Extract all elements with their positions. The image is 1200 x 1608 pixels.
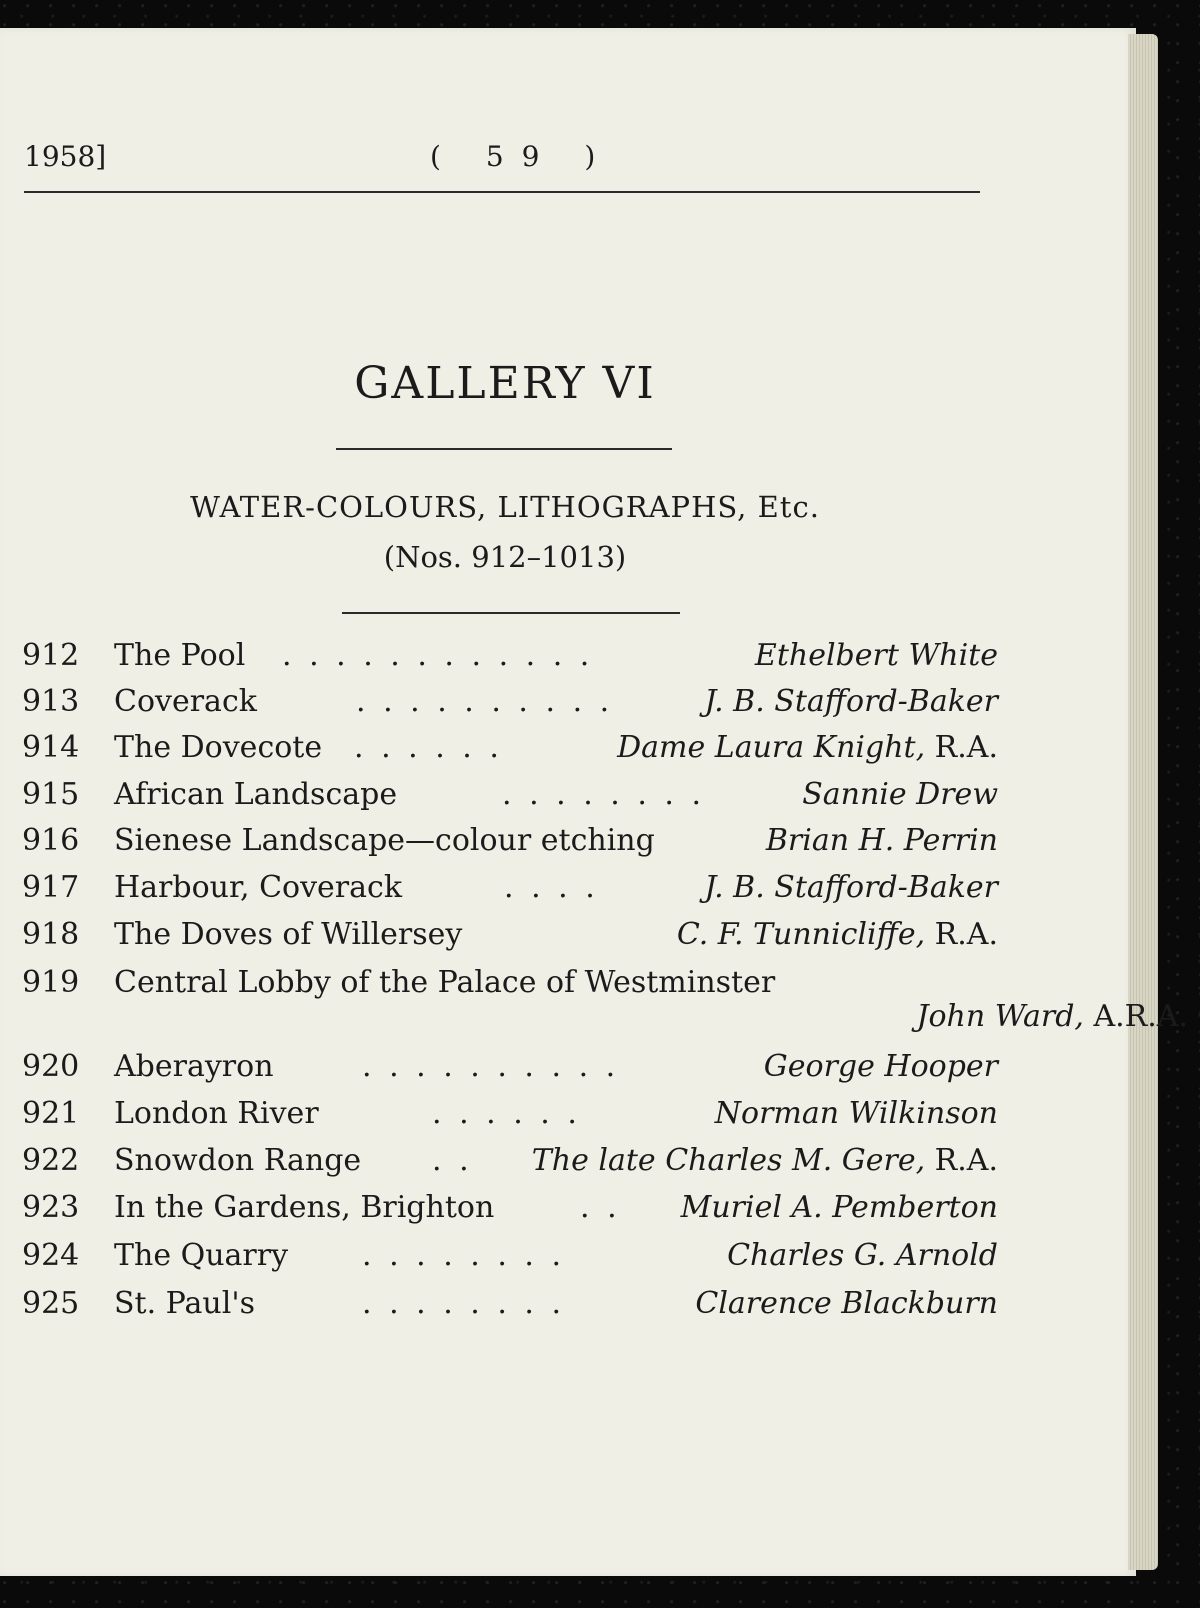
entry-title: The Doves of Willersey [114, 917, 463, 952]
catalogue-entry [0, 684, 1010, 728]
entry-artist: Norman Wilkinson [714, 1096, 998, 1131]
entry-artist: Brian H. Perrin [765, 823, 998, 858]
leader-dots: . . . . . . [432, 1096, 581, 1131]
entry-artist: The late Charles M. Gere, R.A. [531, 1143, 998, 1178]
leader-dots: . . . . . . . . [362, 1286, 566, 1321]
catalogue-entry [0, 1286, 1010, 1330]
entry-artist: Muriel A. Pemberton [680, 1190, 998, 1225]
entry-number: 914 [22, 730, 80, 765]
entry-title: The Dovecote [114, 730, 323, 765]
leader-dots: . . . . . . . . [362, 1238, 566, 1273]
header-page-number: ( 59 ) [430, 140, 614, 173]
entry-title: London River [114, 1096, 319, 1131]
entry-artist: Sannie Drew [802, 777, 998, 812]
entry-number: 925 [22, 1286, 80, 1321]
entry-artist: Dame Laura Knight, R.A. [617, 730, 998, 765]
entry-title: St. Paul's [114, 1286, 255, 1321]
entry-artist: Ethelbert White [754, 638, 998, 673]
catalogue-entry [0, 1049, 1010, 1093]
entry-number: 917 [22, 870, 80, 905]
leader-dots: . . [580, 1190, 621, 1225]
title-rule [336, 448, 672, 450]
entry-title: The Pool [114, 638, 246, 673]
header-year: 1958] [24, 140, 107, 173]
leader-dots: . . . . . . . . . . [356, 684, 614, 719]
catalogue-entry [0, 917, 1010, 961]
catalogue-entry [0, 1143, 1010, 1187]
entry-number: 913 [22, 684, 80, 719]
page-edges [1128, 34, 1158, 1570]
entry-artist: Clarence Blackburn [695, 1286, 998, 1321]
subtitle-rule [342, 612, 680, 614]
catalogue-entry [0, 965, 1010, 1009]
header-rule [24, 191, 980, 193]
entry-title: In the Gardens, Brighton [114, 1190, 495, 1225]
entry-number: 922 [22, 1143, 80, 1178]
entry-artist: Charles G. Arnold [727, 1238, 998, 1273]
entry-artist: John Ward, A.R.A. [916, 999, 1188, 1034]
entry-number: 920 [22, 1049, 80, 1084]
entry-number: 916 [22, 823, 80, 858]
entry-title: Snowdon Range [114, 1143, 362, 1178]
gallery-subtitle: WATER-COLOURS, LITHOGRAPHS, Etc. [190, 490, 820, 524]
entry-artist: C. F. Tunnicliffe, R.A. [676, 917, 998, 952]
entry-artist: J. B. Stafford-Baker [704, 684, 998, 719]
entry-artist: J. B. Stafford-Baker [704, 870, 998, 905]
catalogue-entry [0, 730, 1010, 774]
catalogue-entry [0, 823, 1010, 867]
entry-title: Harbour, Coverack [114, 870, 403, 905]
entry-number: 912 [22, 638, 80, 673]
leader-dots: . . . . . . . . . . [362, 1049, 620, 1084]
entry-title: Coverack [114, 684, 257, 719]
catalogue-entry [0, 638, 1010, 682]
entry-number: 918 [22, 917, 80, 952]
leader-dots: . . . . . . . . . . . . [282, 638, 594, 673]
entry-number: 921 [22, 1096, 80, 1131]
entry-title: Sienese Landscape—colour etching [114, 823, 655, 858]
catalogue-entry [0, 1238, 1010, 1282]
leader-dots: . . [432, 1143, 473, 1178]
catalogue-entry [0, 777, 1010, 821]
leader-dots: . . . . [504, 870, 599, 905]
entry-number: 923 [22, 1190, 80, 1225]
entry-title: Central Lobby of the Palace of Westminster [114, 965, 776, 1000]
catalogue-range: (Nos. 912–1013) [383, 540, 627, 574]
leader-dots: . . . . . . . . [502, 777, 706, 812]
catalogue-entry [0, 870, 1010, 914]
entry-title: The Quarry [114, 1238, 289, 1273]
entry-number: 924 [22, 1238, 80, 1273]
catalogue-entry [0, 1190, 1010, 1234]
entry-number: 915 [22, 777, 80, 812]
entry-title: Aberayron [114, 1049, 274, 1084]
catalogue-entry [0, 1096, 1010, 1140]
entry-artist: George Hooper [763, 1049, 998, 1084]
entry-number: 919 [22, 965, 80, 1000]
gallery-title: GALLERY VI [354, 358, 656, 409]
leader-dots: . . . . . . [354, 730, 503, 765]
entry-title: African Landscape [114, 777, 398, 812]
